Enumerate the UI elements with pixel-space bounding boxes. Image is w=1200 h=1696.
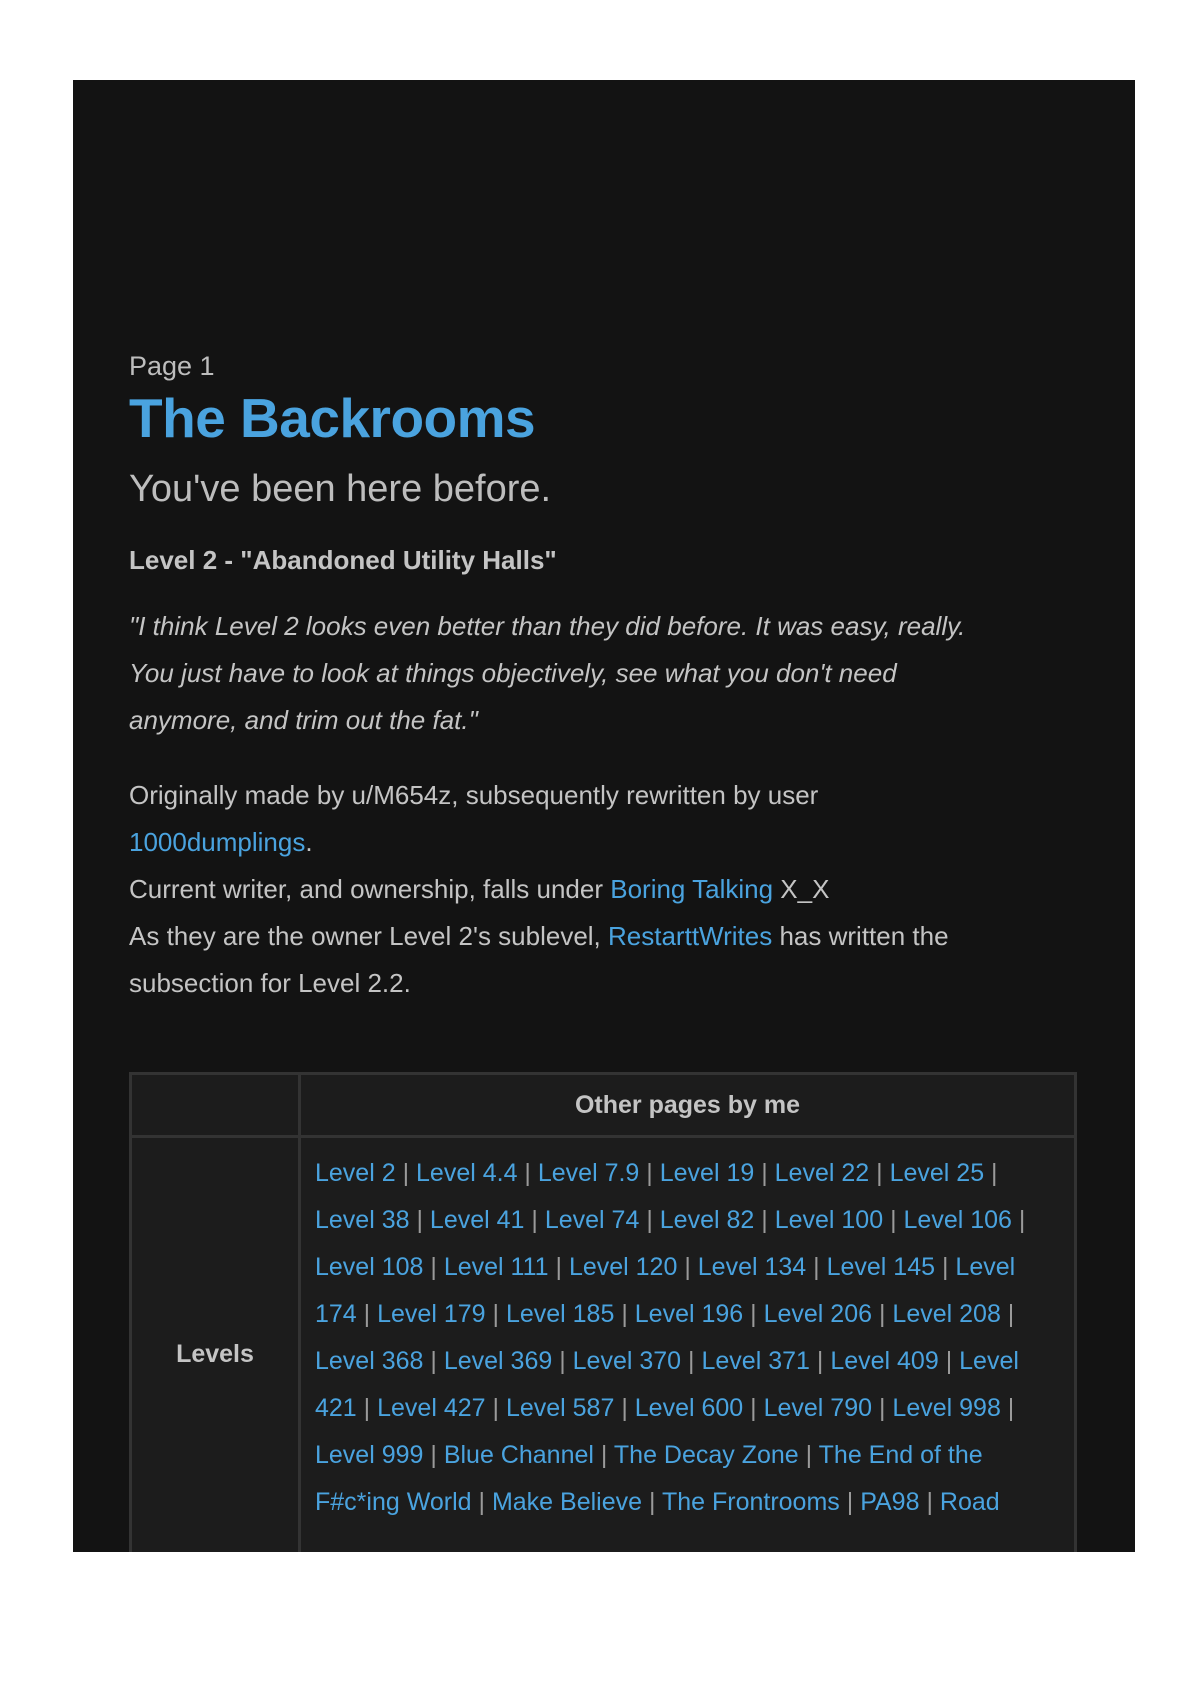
link-separator: | [872,1300,893,1328]
level-link[interactable]: Level 74 [544,1206,640,1234]
level-heading: Level 2 - "Abandoned Utility Halls" [129,545,557,575]
link-separator: | [614,1300,635,1328]
credits-line: As they are the owner Level 2's sublevel, RestarttWrites has written the [129,921,949,951]
credits-line: Originally made by u/M654z, subsequently rewritten by user [129,780,819,810]
link-separator: | [524,1206,545,1234]
link-line [315,1197,1062,1244]
level-link[interactable]: Make Believe [491,1488,643,1516]
author-link-1000dumplings[interactable]: 1000dumplings [129,827,306,857]
link-separator: | [806,1253,827,1281]
level-link[interactable]: Level 196 [634,1300,744,1328]
level-link[interactable]: Level 82 [659,1206,755,1234]
level-link[interactable]: Level 19 [659,1159,755,1187]
link-separator: | [485,1300,506,1328]
link-line [315,1150,1062,1197]
link-line [315,1338,1062,1385]
level-link[interactable]: Level 134 [697,1253,807,1281]
table-row [131,1137,1076,1553]
level-link[interactable]: Level 4.4 [416,1159,518,1187]
level-link[interactable]: Road [939,1488,1000,1516]
link-separator: | [869,1159,890,1187]
link-separator: | [639,1206,660,1234]
level-link[interactable]: Level 371 [701,1347,810,1375]
link-separator: | [423,1441,444,1469]
link-separator: | [919,1488,940,1516]
table-row-label: Levels [131,1137,300,1553]
link-separator: | [984,1159,998,1187]
level-link[interactable]: Level 206 [763,1300,873,1328]
level-links-cell [300,1137,1076,1553]
link-line [315,1432,1062,1479]
site-title: The Backrooms [129,387,536,449]
link-separator: | [839,1488,861,1516]
level-link[interactable]: The Decay Zone [613,1441,799,1469]
level-link[interactable]: Level [959,1347,1019,1375]
level-link[interactable]: Level 38 [315,1206,410,1234]
level-link[interactable]: Level 790 [763,1394,873,1422]
link-separator: | [423,1253,444,1281]
credits-line: Current writer, and ownership, falls under Boring Talking X_X [129,874,830,904]
link-separator: | [639,1159,660,1187]
credits-line: 1000dumplings. [129,827,313,857]
link-line [315,1385,1062,1432]
link-separator: | [1000,1300,1015,1328]
link-separator: | [356,1394,378,1422]
link-line [315,1291,1062,1338]
author-link-boring-talking[interactable]: Boring Talking [610,874,774,904]
link-separator: | [938,1347,960,1375]
link-separator: | [423,1347,444,1375]
link-separator: | [798,1441,819,1469]
level-link[interactable]: Level 25 [889,1159,985,1187]
level-link[interactable]: Level 145 [826,1253,936,1281]
level-link[interactable]: Level [955,1253,1016,1281]
level-link[interactable]: Level 427 [377,1394,486,1422]
page-panel [73,80,1135,1552]
quote-line: "I think Level 2 looks even better than they did before. It was easy, really. [129,611,966,641]
link-separator: | [883,1206,904,1234]
level-link[interactable]: Level 2 [315,1159,396,1187]
level-link[interactable]: 174 [315,1300,357,1328]
level-link[interactable]: Level 999 [315,1441,424,1469]
level-link[interactable]: Level 370 [572,1347,682,1375]
level-link[interactable]: Level 368 [315,1347,424,1375]
level-link[interactable]: Level 41 [429,1206,525,1234]
other-pages-table [129,1072,1077,1552]
link-separator: | [409,1206,430,1234]
level-link[interactable]: Level 179 [377,1300,486,1328]
credits-block [129,772,1079,1007]
level-link[interactable]: Level 369 [443,1347,553,1375]
link-separator: | [677,1253,698,1281]
page-number-label: Page 1 [129,351,215,381]
link-separator: | [743,1300,764,1328]
table-header-title: Other pages by me [300,1074,1076,1137]
link-separator: | [743,1394,764,1422]
level-link[interactable]: Level 108 [315,1253,424,1281]
link-line [315,1479,1062,1526]
level-link[interactable]: Level 409 [830,1347,939,1375]
level-link[interactable]: PA98 [860,1488,920,1516]
table-header-empty-cell [131,1074,300,1137]
level-link[interactable]: Level 185 [505,1300,615,1328]
level-link[interactable]: Level 100 [774,1206,884,1234]
level-link[interactable]: Blue Channel [443,1441,594,1469]
link-separator: | [614,1394,635,1422]
tagline: You've been here before. [129,468,552,510]
level-link[interactable]: Level 587 [505,1394,615,1422]
link-separator: | [872,1394,893,1422]
link-separator: | [593,1441,614,1469]
level-link[interactable]: Level 600 [634,1394,744,1422]
link-separator: | [517,1159,538,1187]
quote-line: anymore, and trim out the fat." [129,705,478,735]
author-link-restarttwrites[interactable]: RestarttWrites [608,921,773,951]
link-line [315,1244,1062,1291]
level-link[interactable]: Level 120 [568,1253,678,1281]
page-content [129,349,1079,1007]
level-link[interactable]: Level 208 [892,1300,1001,1328]
quote-line: You just have to look at things objectively, see what you don't need [129,658,897,688]
link-separator: | [1011,1206,1026,1234]
link-separator: | [754,1206,775,1234]
link-separator: | [935,1253,956,1281]
link-separator: | [356,1300,378,1328]
level-link[interactable]: Level 111 [443,1253,549,1281]
level-link[interactable]: Level 998 [892,1394,1001,1422]
link-separator: | [471,1488,492,1516]
intro-quote [129,603,1079,744]
link-separator: | [485,1394,506,1422]
link-separator: | [395,1159,417,1187]
level-link[interactable]: Level 22 [774,1159,870,1187]
link-separator: | [548,1253,569,1281]
level-link[interactable]: 421 [315,1394,357,1422]
level-link[interactable]: The Frontrooms [661,1488,840,1516]
link-separator: | [809,1347,831,1375]
level-link[interactable]: Level 7.9 [537,1159,640,1187]
level-link[interactable]: The End of the [818,1441,983,1469]
table-header-row [131,1074,1076,1137]
link-separator: | [552,1347,573,1375]
link-separator: | [642,1488,662,1516]
level-link[interactable]: Level 106 [903,1206,1012,1234]
link-separator: | [754,1159,775,1187]
link-separator: | [681,1347,702,1375]
level-link[interactable]: F#c*ing World [315,1488,472,1516]
credits-line: subsection for Level 2.2. [129,968,411,998]
link-separator: | [1000,1394,1015,1422]
